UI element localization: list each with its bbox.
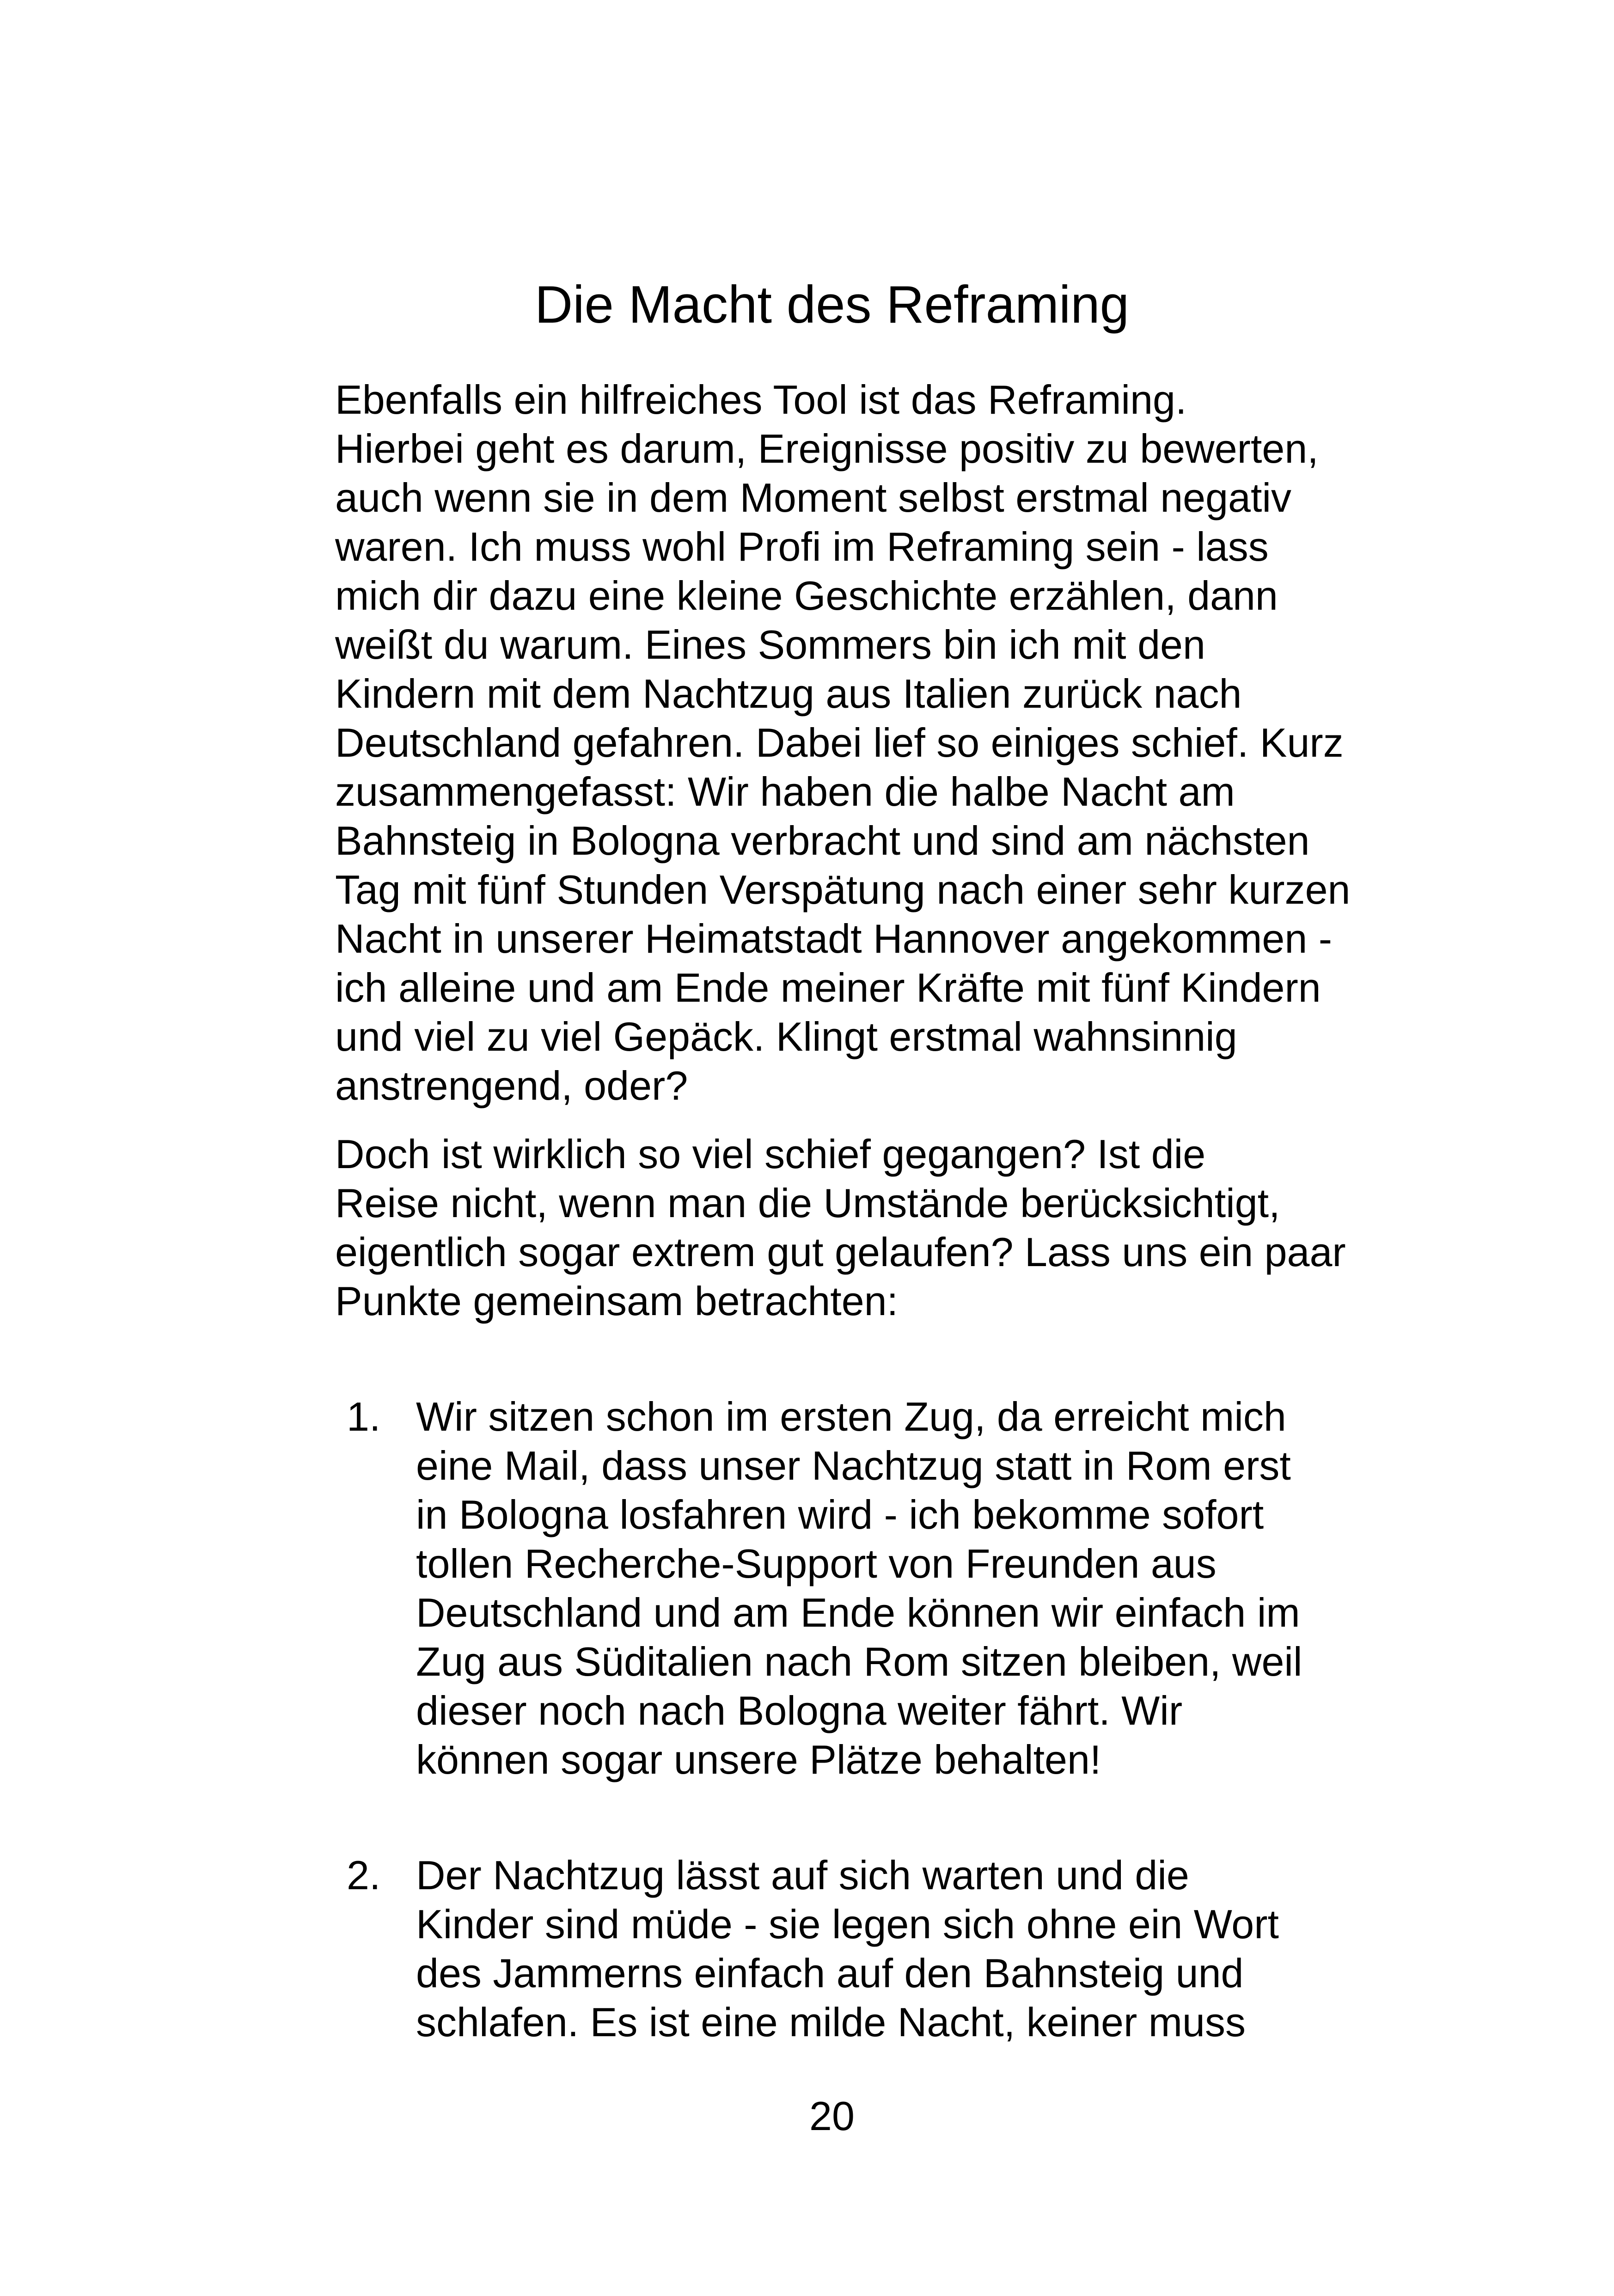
- text-line: waren. Ich muss wohl Profi im Reframing sein - lass: [335, 524, 1269, 569]
- text-line: mich dir dazu eine kleine Geschichte erzählen, dann: [335, 573, 1278, 618]
- text-line: Kindern mit dem Nachtzug aus Italien zurück nach: [335, 671, 1242, 716]
- text-line: Nacht in unserer Heimatstadt Hannover angekommen -: [335, 916, 1333, 961]
- text-line: Deutschland und am Ende können wir einfach im: [416, 1590, 1300, 1635]
- text-line: Doch ist wirklich so viel schief gegangen? Ist die: [335, 1131, 1206, 1177]
- text-line: Wir sitzen schon im ersten Zug, da erreicht mich: [416, 1394, 1286, 1439]
- text-line: ich alleine und am Ende meiner Kräfte mit fünf Kindern: [335, 965, 1321, 1010]
- text-line: tollen Recherche-Support von Freunden aus: [416, 1541, 1217, 1586]
- text-line: Zug aus Süditalien nach Rom sitzen bleiben, weil: [416, 1639, 1302, 1684]
- body-paragraph: [277, 375, 1359, 1110]
- body-paragraph: [277, 1130, 1359, 1326]
- text-line: Kinder sind müde - sie legen sich ohne ein Wort: [416, 1901, 1279, 1947]
- text-line: Ebenfalls ein hilfreiches Tool ist das Reframing.: [335, 377, 1187, 422]
- text-line: Bahnsteig in Bologna verbracht und sind am nächsten: [335, 818, 1310, 863]
- text-line: Hierbei geht es darum, Ereignisse positiv zu bewerten,: [335, 426, 1319, 471]
- list-item: [277, 1851, 1359, 2047]
- text-line: auch wenn sie in dem Moment selbst erstmal negativ: [335, 475, 1291, 520]
- text-line: Punkte gemeinsam betrachten:: [335, 1278, 899, 1324]
- text-line: schlafen. Es ist eine milde Nacht, keiner muss: [416, 1999, 1246, 2045]
- text-line: Reise nicht, wenn man die Umstände berücksichtigt,: [335, 1180, 1280, 1226]
- page-number: 20: [809, 2093, 855, 2139]
- list-item-number: 1.: [347, 1394, 381, 1439]
- text-line: eigentlich sogar extrem gut gelaufen? Lass uns ein paar: [335, 1229, 1346, 1275]
- text-line: Der Nachtzug lässt auf sich warten und die: [416, 1852, 1189, 1898]
- text-line: und viel zu viel Gepäck. Klingt erstmal wahnsinnig: [335, 1014, 1237, 1059]
- text-line: des Jammerns einfach auf den Bahnsteig und: [416, 1950, 1244, 1996]
- text-line: anstrengend, oder?: [335, 1063, 688, 1108]
- list-item-number: 2.: [347, 1852, 381, 1898]
- list-item: [277, 1392, 1359, 1784]
- text-line: Deutschland gefahren. Dabei lief so einiges schief. Kurz: [335, 720, 1344, 765]
- text-line: Tag mit fünf Stunden Verspätung nach einer sehr kurzen: [335, 867, 1351, 912]
- numbered-list: [277, 1392, 1359, 2047]
- text-line: eine Mail, dass unser Nachtzug statt in Rom erst: [416, 1443, 1291, 1488]
- text-line: zusammengefasst: Wir haben die halbe Nacht am: [335, 769, 1235, 814]
- text-line: in Bologna losfahren wird - ich bekomme sofort: [416, 1492, 1264, 1537]
- text-line: dieser noch nach Bologna weiter fährt. Wir: [416, 1688, 1183, 1733]
- text-line: weißt du warum. Eines Sommers bin ich mit den: [335, 622, 1205, 667]
- page-body: [277, 375, 1359, 2047]
- chapter-title: Die Macht des Reframing: [534, 276, 1130, 334]
- text-line: können sogar unsere Plätze behalten!: [416, 1737, 1101, 1782]
